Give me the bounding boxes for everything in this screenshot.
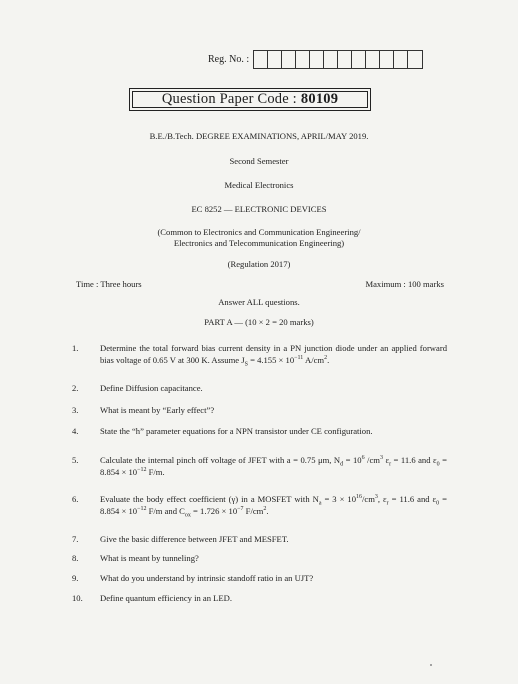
reg-no-digit-box (366, 51, 380, 68)
question-item (72, 494, 447, 517)
question-text-fragment: F/cm (243, 505, 264, 516)
reg-no-label: Reg. No. : (208, 54, 250, 65)
question-number: 5. (72, 455, 79, 465)
reg-no-digit-box (268, 51, 282, 68)
question-text-fragment: Determine the total forward bias current density in a PN junction diode under an applied forward bias voltage of 0.65 V at 300 K. Assume J (100, 343, 447, 365)
question-text-fragment: Calculate the internal pinch off voltage of JFET with a = 0.75 μm, N (100, 455, 341, 465)
question-text-fragment: a (318, 500, 322, 507)
question-text-fragment: 0 (436, 500, 440, 507)
question-number: 10. (72, 593, 83, 603)
question-paper-code-inner (132, 91, 368, 108)
question-item (72, 534, 447, 546)
question-item (72, 553, 447, 565)
question-item (72, 383, 447, 395)
reg-no-digit-box (324, 51, 338, 68)
question-text-fragment: = 8.854 × 10 (100, 494, 447, 516)
question-text-fragment: 16 (356, 494, 362, 501)
question-paper-code-box (129, 88, 371, 111)
question-text-fragment: ox (184, 512, 191, 519)
question-text: What is meant by tunneling? (100, 553, 199, 563)
question-text: Define quantum efficiency in an LED. (100, 593, 233, 603)
question-text-fragment: 3 (379, 455, 383, 462)
question-number: 9. (72, 573, 79, 583)
question-text: Define Diffusion capacitance. (100, 383, 203, 393)
question-text-fragment: r (386, 500, 389, 507)
question-text: What is meant by “Early effect”? (100, 405, 215, 415)
question-text-fragment: d (340, 461, 344, 468)
question-text-fragment: 0 (436, 461, 440, 468)
question-text-fragment: S (244, 361, 248, 368)
question-text-fragment: A/cm (303, 354, 325, 365)
reg-no-digit-box (408, 51, 422, 68)
question-item (72, 405, 447, 417)
question-text-fragment: = 3 × 10 (321, 494, 356, 504)
exam-title: B.E./B.Tech. DEGREE EXAMINATIONS, APRIL/MAY 2019. (149, 131, 369, 141)
question-text: Give the basic difference between JFET and MESFET. (100, 534, 289, 544)
question-text: State the “h” parameter equations for a NPN transistor under CE configuration. (100, 426, 373, 436)
question-text-fragment: 2 (324, 354, 328, 361)
question-text-fragment: = 4.155 × 10 (247, 354, 295, 365)
question-number: 8. (72, 553, 79, 563)
question-number: 6. (72, 494, 79, 504)
time-label: Time : Three hours (76, 279, 142, 289)
question-item (72, 343, 447, 366)
regulation: (Regulation 2017) (227, 259, 291, 269)
question-number: 4. (72, 426, 79, 436)
question-number: 1. (72, 343, 79, 353)
reg-no-boxes (253, 50, 423, 69)
question-text (100, 494, 447, 517)
question-item (72, 426, 447, 438)
course-title: EC 8252 — ELECTRONIC DEVICES (191, 204, 327, 214)
question-text-fragment: F/m and C (146, 505, 185, 516)
max-marks-label: Maximum : 100 marks (365, 279, 444, 289)
reg-no-digit-box (380, 51, 394, 68)
question-paper-code-label: Question Paper Code : (161, 91, 297, 107)
question-text-fragment: = 11.6 and ε (388, 494, 437, 504)
question-text-fragment: r (389, 461, 392, 468)
question-text-fragment: −11 (294, 354, 304, 361)
question-text (100, 343, 447, 366)
question-text-fragment: F/m. (146, 466, 165, 477)
reg-no-field (208, 50, 423, 69)
part-a-heading: PART A — (10 × 2 = 20 marks) (204, 317, 314, 327)
reg-no-digit-box (282, 51, 296, 68)
question-item (72, 573, 447, 585)
time-marks-row (76, 279, 444, 289)
common-note-line-2: Electronics and Telecommunication Engineering) (173, 238, 345, 248)
question-text-fragment: −7 (237, 505, 244, 512)
question-paper-code-value: 80109 (300, 91, 339, 107)
scan-speck (430, 664, 432, 666)
instruction: Answer ALL questions. (218, 297, 300, 307)
question-text-fragment: −12 (137, 505, 147, 512)
question-text-fragment: . (266, 505, 269, 516)
question-number: 7. (72, 534, 79, 544)
question-item (72, 455, 447, 478)
question-text-fragment: = 11.6 and ε (391, 455, 437, 465)
question-text (100, 455, 447, 478)
question-number: 3. (72, 405, 79, 415)
semester: Second Semester (229, 156, 289, 166)
question-text-fragment: 6 (361, 455, 365, 462)
question-text-fragment: = 1.726 × 10 (190, 505, 238, 516)
question-text-fragment: 2 (263, 505, 267, 512)
question-text-fragment: ε (382, 455, 390, 465)
question-item (72, 593, 447, 605)
question-text-fragment: , ε (377, 494, 387, 504)
question-text: What do you understand by intrinsic standoff ratio in an UJT? (100, 573, 314, 583)
question-text-fragment: −12 (137, 466, 147, 473)
question-text-fragment: Evaluate the body effect coefficient (γ) in a MOSFET with N (100, 494, 319, 504)
question-text-fragment: = 8.854 × 10 (100, 455, 447, 477)
common-note-line-1: (Common to Electronics and Communication Engineering/ (157, 227, 361, 237)
reg-no-digit-box (352, 51, 366, 68)
reg-no-digit-box (254, 51, 268, 68)
reg-no-digit-box (310, 51, 324, 68)
question-text-fragment: /cm (364, 455, 380, 465)
department: Medical Electronics (224, 180, 294, 190)
question-text-fragment: 3 (374, 494, 378, 501)
question-text-fragment: /cm (362, 494, 375, 504)
reg-no-digit-box (338, 51, 352, 68)
question-text-fragment: . (327, 354, 330, 365)
reg-no-digit-box (394, 51, 408, 68)
question-number: 2. (72, 383, 79, 393)
question-text-fragment: = 10 (343, 455, 362, 465)
reg-no-digit-box (296, 51, 310, 68)
